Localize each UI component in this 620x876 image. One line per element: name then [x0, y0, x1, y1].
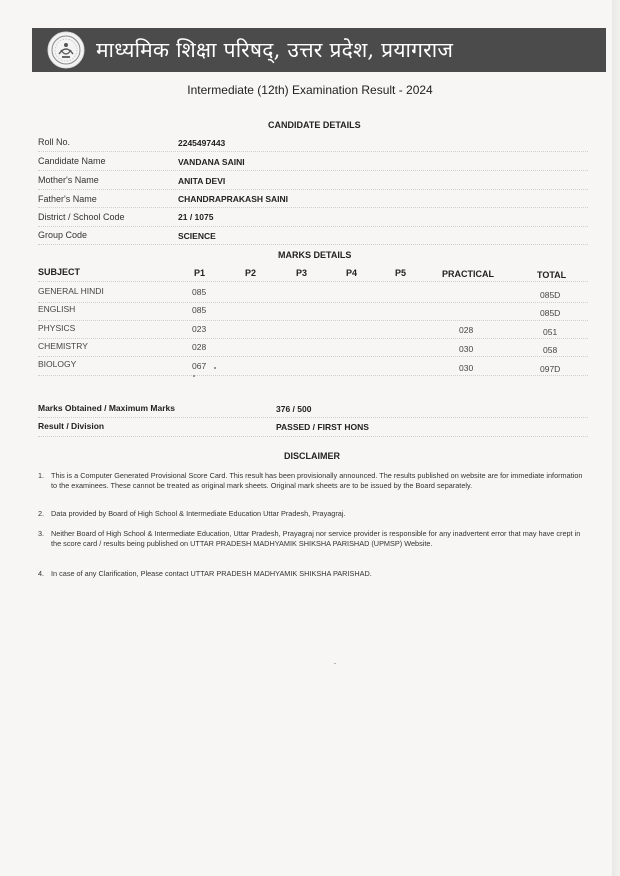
- candidate-details-heading: CANDIDATE DETAILS: [268, 120, 361, 130]
- scan-speck: [334, 663, 336, 664]
- group-code-value: SCIENCE: [178, 231, 216, 241]
- school-code-value: 21 / 1075: [178, 212, 214, 222]
- row-divider: [38, 338, 588, 339]
- p1-marks: 085: [192, 287, 207, 297]
- row-divider: [38, 436, 588, 437]
- row-divider: [38, 320, 588, 321]
- row-divider: [38, 244, 588, 245]
- column-header-p5: P5: [395, 268, 407, 278]
- column-header-p1: P1: [194, 268, 206, 278]
- disclaimer-item: [38, 529, 588, 549]
- board-name-heading: माध्यमिक शिक्षा परिषद्, उत्तर प्रदेश, प्रयागराज: [96, 38, 454, 62]
- father-name-value: CHANDRAPRAKASH SAINI: [178, 194, 289, 204]
- disclaimer-number: 3.: [38, 529, 45, 538]
- row-divider: [38, 207, 588, 208]
- column-header-subject: SUBJECT: [38, 267, 81, 277]
- roll-no-value: 2245497443: [178, 138, 226, 148]
- p1-marks: 067: [192, 361, 207, 371]
- disclaimer-number: 4.: [38, 569, 45, 578]
- row-divider: [38, 226, 588, 227]
- scan-speck: [214, 367, 216, 369]
- marks-obtained-label: Marks Obtained / Maximum Marks: [38, 403, 175, 413]
- disclaimer-text: This is a Computer Generated Provisional Score Card. This result has been provisionally announced. The results published on website are for immediate information to the examinees. These cannot be treated as original mark sheets. Original mark sheets are to be issued by the Board separately.: [51, 471, 583, 490]
- scan-speck: [193, 375, 195, 377]
- subject-name: CHEMISTRY: [38, 341, 88, 351]
- mother-name-value: ANITA DEVI: [178, 176, 226, 186]
- school-code-label: District / School Code: [38, 212, 125, 222]
- total-marks: 097D: [540, 364, 561, 374]
- disclaimer-item: [38, 471, 588, 491]
- practical-marks: 030: [459, 344, 474, 354]
- row-divider: [38, 151, 588, 152]
- row-divider: [38, 356, 588, 357]
- subject-name: PHYSICS: [38, 323, 76, 333]
- roll-no-label: Roll No.: [38, 137, 71, 147]
- disclaimer-item: [38, 509, 588, 519]
- result-division-label: Result / Division: [38, 421, 105, 431]
- result-division-value: PASSED / FIRST HONS: [276, 422, 369, 432]
- father-name-label: Father's Name: [38, 194, 97, 204]
- p1-marks: 028: [192, 342, 207, 352]
- disclaimer-text: Neither Board of High School & Intermediate Education, Uttar Pradesh, Prayagraj nor service provider is responsible for any inadvertent error that may have crept in the score card / results being published on UTTAR PRADESH MADHYAMIK SHIKSHA PARISHAD (UPMSP) Website.: [51, 529, 581, 548]
- column-header-p4: P4: [346, 268, 358, 278]
- p1-marks: 023: [192, 324, 207, 334]
- row-divider: [38, 417, 588, 418]
- disclaimer-text: In case of any Clarification, Please contact UTTAR PRADESH MADHYAMIK SHIKSHA PARISHAD.: [51, 569, 372, 578]
- marks-details-heading: MARKS DETAILS: [278, 250, 352, 260]
- column-header-practical: PRACTICAL: [442, 269, 494, 279]
- subject-name: BIOLOGY: [38, 359, 77, 369]
- candidate-name-label: Candidate Name: [38, 156, 106, 166]
- column-header-p3: P3: [296, 268, 308, 278]
- total-marks: 085D: [540, 308, 561, 318]
- mother-name-label: Mother's Name: [38, 175, 99, 185]
- p1-marks: 085: [192, 305, 207, 315]
- total-marks: 051: [543, 327, 558, 337]
- row-divider: [38, 170, 588, 171]
- disclaimer-heading: DISCLAIMER: [284, 451, 340, 461]
- group-code-label: Group Code: [38, 230, 88, 240]
- disclaimer-number: 2.: [38, 509, 45, 518]
- header-banner: [32, 28, 606, 72]
- total-marks: 085D: [540, 290, 561, 300]
- row-divider: [38, 189, 588, 190]
- up-board-emblem-icon: [46, 30, 86, 70]
- total-marks: 058: [543, 345, 558, 355]
- row-divider: [38, 302, 588, 303]
- practical-marks: 028: [459, 325, 474, 335]
- result-title: Intermediate (12th) Examination Result - 2024: [187, 83, 433, 97]
- disclaimer-text: Data provided by Board of High School & Intermediate Education Uttar Pradesh, Prayagraj.: [51, 509, 346, 518]
- row-divider: [38, 375, 588, 376]
- candidate-name-value: VANDANA SAINI: [178, 157, 245, 167]
- subject-name: GENERAL HINDI: [38, 286, 104, 296]
- marks-obtained-value: 376 / 500: [276, 404, 312, 414]
- column-header-total: TOTAL: [537, 270, 567, 280]
- column-header-p2: P2: [245, 268, 257, 278]
- row-divider: [38, 281, 588, 282]
- subject-name: ENGLISH: [38, 304, 76, 314]
- practical-marks: 030: [459, 363, 474, 373]
- disclaimer-number: 1.: [38, 471, 45, 480]
- page-edge: [612, 0, 620, 876]
- disclaimer-item: [38, 569, 588, 579]
